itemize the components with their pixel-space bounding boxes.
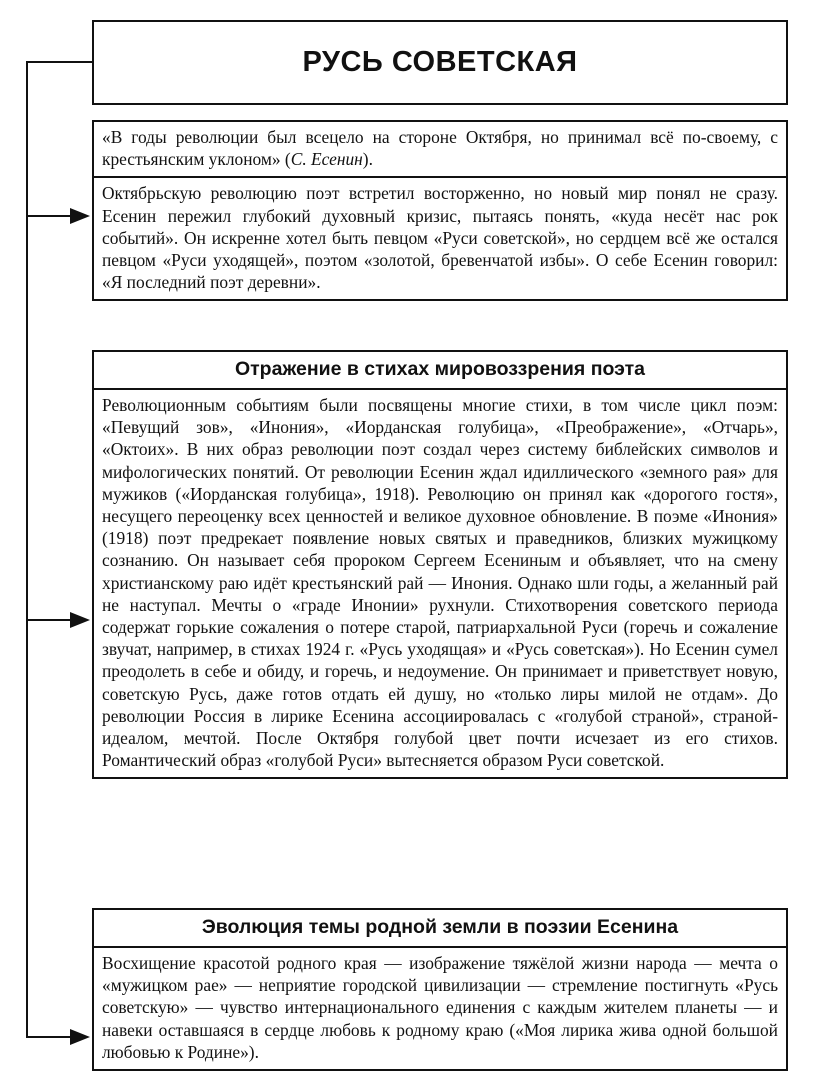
connector-vertical	[26, 61, 28, 1038]
quote-text: «В годы революции был всецело на стороне Октября, но принимал всё по-своему, с крестьянским уклоном» (	[102, 127, 778, 170]
section-revolution-box	[92, 120, 788, 301]
epigraph-quote	[94, 122, 786, 178]
section-revolution	[92, 120, 788, 301]
section-worldview-body: Революционным событиям были посвящены многие стихи, в том числе цикл поэм: «Певущий зов», «Инония», «Иорданская голубица», «Преображение», «Отчарь», «Октоих». В них образ революции поэт создал через систему библейских символов и мифологических понятий. От революции Есенин ждал идиллического «земного рая» для мужиков («Иорданская голубица», 1918). Революцию он принял как «дорогого гостя», несущего переоценку всех ценностей и великое духовное обновление. В поэме «Инония» (1918) поэт предрекает появление новых святых и праведников, близких мужицкому сознанию. Он называет себя пророком Сергеем Есениным и объявляет, что на смену христианскому раю идёт крестьянский рай — Инония. Однако шли годы, а желанный рай не наступал. Мечты о «граде Инонии» рухнули. Стихотворения советского периода содержат горькие сожаления о потере старой, патриархальной Руси (горечь и сожаление звучат, например, в стихах 1924 г. «Русь уходящая» и «Русь советская»). Но Есенин сумел преодолеть в себе и обиду, и горечь, и недоумение. Он принимает и приветствует новую, советскую Русь, даже готов отдать ей душу, но «только лиры милой не отдам». До революции Россия в лирике Есенина ассоциировалась с «голубой страной», страной-идеалом, мечтой. После Октября голубой цвет почти исчезает из его стихов. Романтический образ «голубой Руси» вытесняется образом Руси советской.	[102, 395, 778, 771]
section-evolution	[92, 908, 788, 1071]
section-evolution-heading: Эволюция темы родной земли в поэзии Есенина	[94, 910, 786, 948]
connector-branch-1	[26, 215, 72, 217]
section-evolution-box	[92, 908, 788, 1071]
arrow-right-icon	[70, 612, 90, 628]
title-box	[92, 20, 788, 105]
section-revolution-body: Октябрьскую революцию поэт встретил восторженно, но новый мир понял не сразу. Есенин пережил глубокий духовный кризис, пытаясь понять, «куда несёт нас рок событий». Он искренне хотел быть певцом «Руси советской», но сердцем всё же остался певцом «Руси уходящей», поэтом «золотой, бревенчатой избы». О себе Есенин говорил: «Я последний поэт деревни».	[102, 183, 778, 293]
quote-author: С. Есенин	[290, 149, 363, 170]
connector-branch-3	[26, 1036, 72, 1038]
connector-top-horizontal	[26, 61, 92, 63]
connector-branch-2	[26, 619, 72, 621]
section-worldview-box	[92, 350, 788, 779]
arrow-right-icon	[70, 208, 90, 224]
section-worldview-heading: Отражение в стихах мировоззрения поэта	[94, 352, 786, 390]
section-worldview	[92, 350, 788, 779]
section-evolution-body: Восхищение красотой родного края — изображение тяжёлой жизни народа — мечта о «мужицком рае» — неприятие городской цивилизации — стремление постигнуть «Русь советскую» — чувство интернационального единения с каждым жителем планеты — и навеки оставшаяся в сердце любовь к родному краю («Моя лирика жива одной большой любовью к Родине»).	[102, 953, 778, 1062]
page-title: РУСЬ СОВЕТСКАЯ	[302, 46, 578, 78]
arrow-right-icon	[70, 1029, 90, 1045]
quote-end: ).	[362, 149, 373, 170]
